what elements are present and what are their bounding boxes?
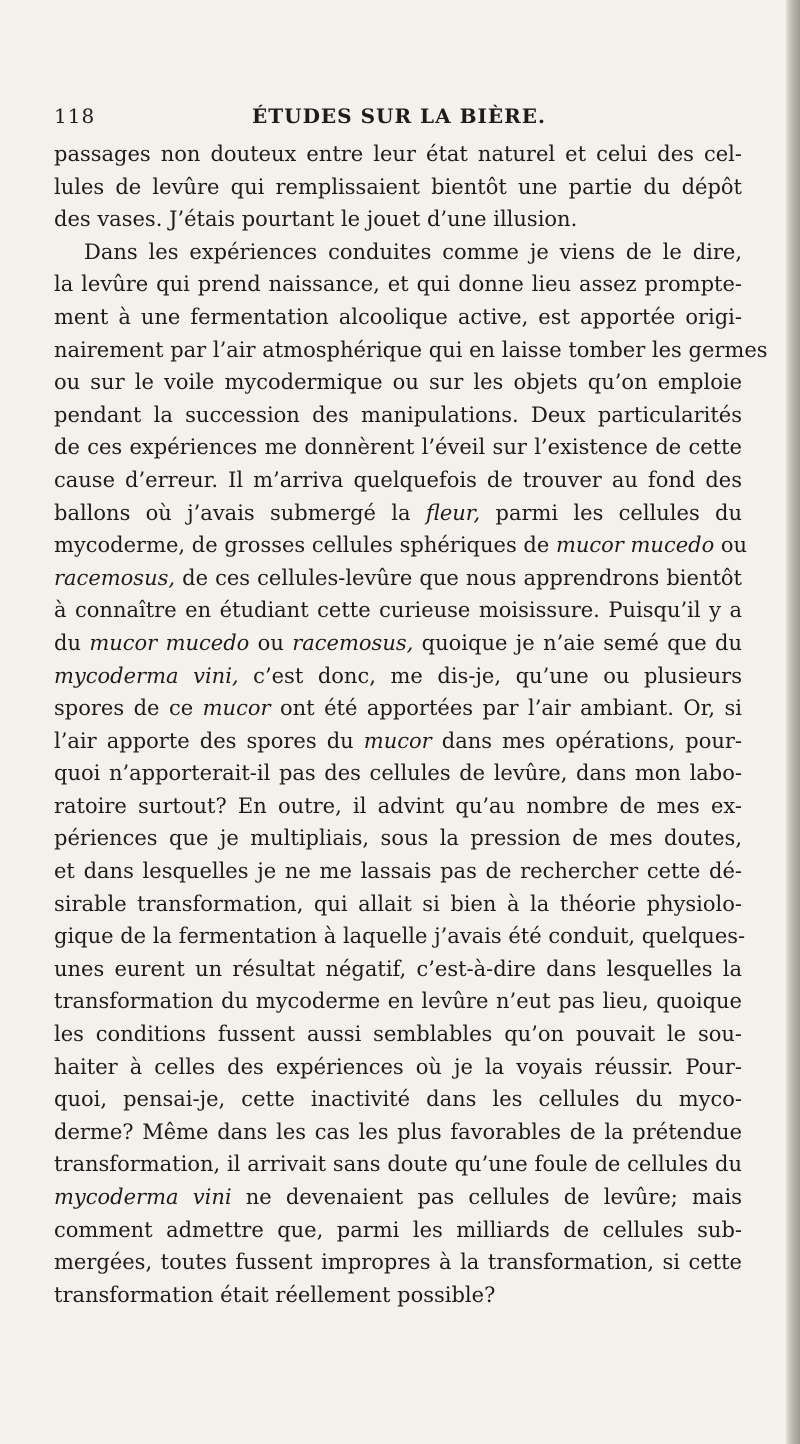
italic-term: mycoderma vini [54,1185,232,1209]
page-edge-shadow [786,0,800,1444]
text-run: derme? Même dans les cas les plus favorables de la prétendue [54,1119,742,1144]
text-run: gique de la fermentation à laquelle j’avais été conduit, quelques- [54,924,746,949]
text-line [54,1018,742,1051]
text-line [54,692,742,725]
text-run: ou [714,533,748,558]
text-run: lules de levûre qui remplissaient bientôt une partie du dépôt [54,174,742,199]
text-line [54,920,746,953]
text-run: à connaître en étudiant cette curieuse moisissure. Puisqu’il y a [54,598,742,623]
text-line [54,268,742,301]
text-line [54,594,742,627]
book-page [54,104,768,1311]
text-line [54,301,742,334]
text-run: spores de ce [54,696,203,721]
text-run: ment à une fermentation alcoolique active, est apportée origi- [54,304,742,329]
text-line [54,236,742,269]
text-run: transformation était réellement possible? [54,1282,496,1307]
text-run: transformation du mycoderme en levûre n’eut pas lieu, quoique [54,989,742,1014]
text-line [54,529,748,562]
text-run: ratoire surtout? En outre, il advint qu’au nombre de mes ex- [54,793,742,818]
page-header [54,104,742,134]
text-line [54,464,742,497]
text-run: la levûre qui prend naissance, et qui donne lieu assez prompte- [54,272,742,297]
text-run: de ces expériences me donnèrent l’éveil sur l’existence de cette [54,435,742,460]
text-line [54,1181,742,1214]
text-line [54,1051,742,1084]
text-run: ont été apportées par l’air ambiant. Or, si [270,696,742,721]
text-run: quoique je n’aie semé que du [413,630,742,655]
text-run: Dans les expériences conduites comme je viens de le dire, [84,239,742,264]
text-line [54,953,742,986]
text-line [54,790,742,823]
running-head: ÉTUDES SUR LA BIÈRE. [252,104,546,128]
text-run: de ces cellules-levûre que nous apprendrons bientôt [175,565,742,590]
text-line [54,627,742,660]
text-run: quoi n’apporterait-il pas des cellules de levûre, dans mon labo- [54,761,742,786]
text-line [54,1116,742,1149]
text-line [54,725,742,758]
text-run: des vases. J’étais pourtant le jouet d’une illusion. [54,207,578,232]
text-line [54,855,742,888]
italic-term: racemosus, [292,630,414,655]
text-run: et dans lesquelles je ne me lassais pas de rechercher cette dé- [54,859,742,884]
text-line [54,399,742,432]
text-run: ne devenaient pas cellules de levûre; mais [231,1185,742,1209]
text-run: dans mes opérations, pour- [431,728,742,753]
text-run: cause d’erreur. Il m’arriva quelquefois de trouver au fond des [54,467,742,492]
text-line [54,1148,742,1181]
text-line [54,171,742,204]
italic-term: mucor mucedo [555,533,715,558]
text-run: nairement par l’air atmosphérique qui en laisse tomber les germes [54,337,768,362]
text-line [54,562,742,595]
text-line [54,1214,742,1247]
text-run: passages non douteux entre leur état naturel et celui des cel- [54,142,742,166]
italic-term: fleur, [425,500,481,525]
text-line [54,431,742,464]
text-line [54,334,768,367]
text-line [54,366,742,399]
italic-term: mucor [202,696,271,721]
text-run: l’air apporte des spores du [54,728,364,753]
text-line [54,203,742,236]
text-line [54,985,742,1018]
text-run: pendant la succession des manipulations. Deux particularités [54,402,742,427]
body-text [54,138,768,1311]
text-run: haiter à celles des expériences où je la voyais réussir. Pour- [54,1054,742,1079]
text-run: c’est donc, me dis-je, qu’une ou plusieurs [238,663,743,688]
text-line [54,757,742,790]
text-run: périences que je multipliais, sous la pression de mes doutes, [54,826,742,851]
italic-term: racemosus, [54,565,176,590]
text-run: quoi, pensai-je, cette inactivité dans les cellules du myco- [54,1087,742,1112]
text-line [54,1246,742,1279]
text-run: du [54,630,90,655]
text-run: les conditions fussent aussi semblables qu’on pouvait le sou- [54,1022,742,1047]
text-run: ou [249,630,293,655]
page-number: 118 [54,104,96,128]
text-line [54,1279,742,1312]
text-line [54,497,742,530]
text-run: comment admettre que, parmi les milliards de cellules sub- [54,1217,742,1242]
italic-term: mucor mucedo [89,630,250,655]
text-run: ou sur le voile mycodermique ou sur les objets qu’on emploie [54,370,742,395]
text-run: sirable transformation, qui allait si bien à la théorie physiolo- [54,891,742,916]
text-run: transformation, il arrivait sans doute qu’une foule de cellules du [54,1152,742,1177]
text-line [54,1083,742,1116]
text-run: mergées, toutes fussent impropres à la transformation, si cette [54,1250,742,1275]
text-run: parmi les cellules du [480,500,742,525]
text-run: ballons où j’avais submergé la [54,500,426,525]
text-run: unes eurent un résultat négatif, c’est-à-dire dans lesquelles la [54,956,742,981]
italic-term: mycoderma vini, [54,663,239,688]
text-line [54,888,742,921]
text-line [54,660,742,693]
italic-term: mucor [363,728,432,753]
text-line [54,822,742,855]
text-run: mycoderme, de grosses cellules sphériques de [54,533,556,558]
text-line [54,138,742,171]
